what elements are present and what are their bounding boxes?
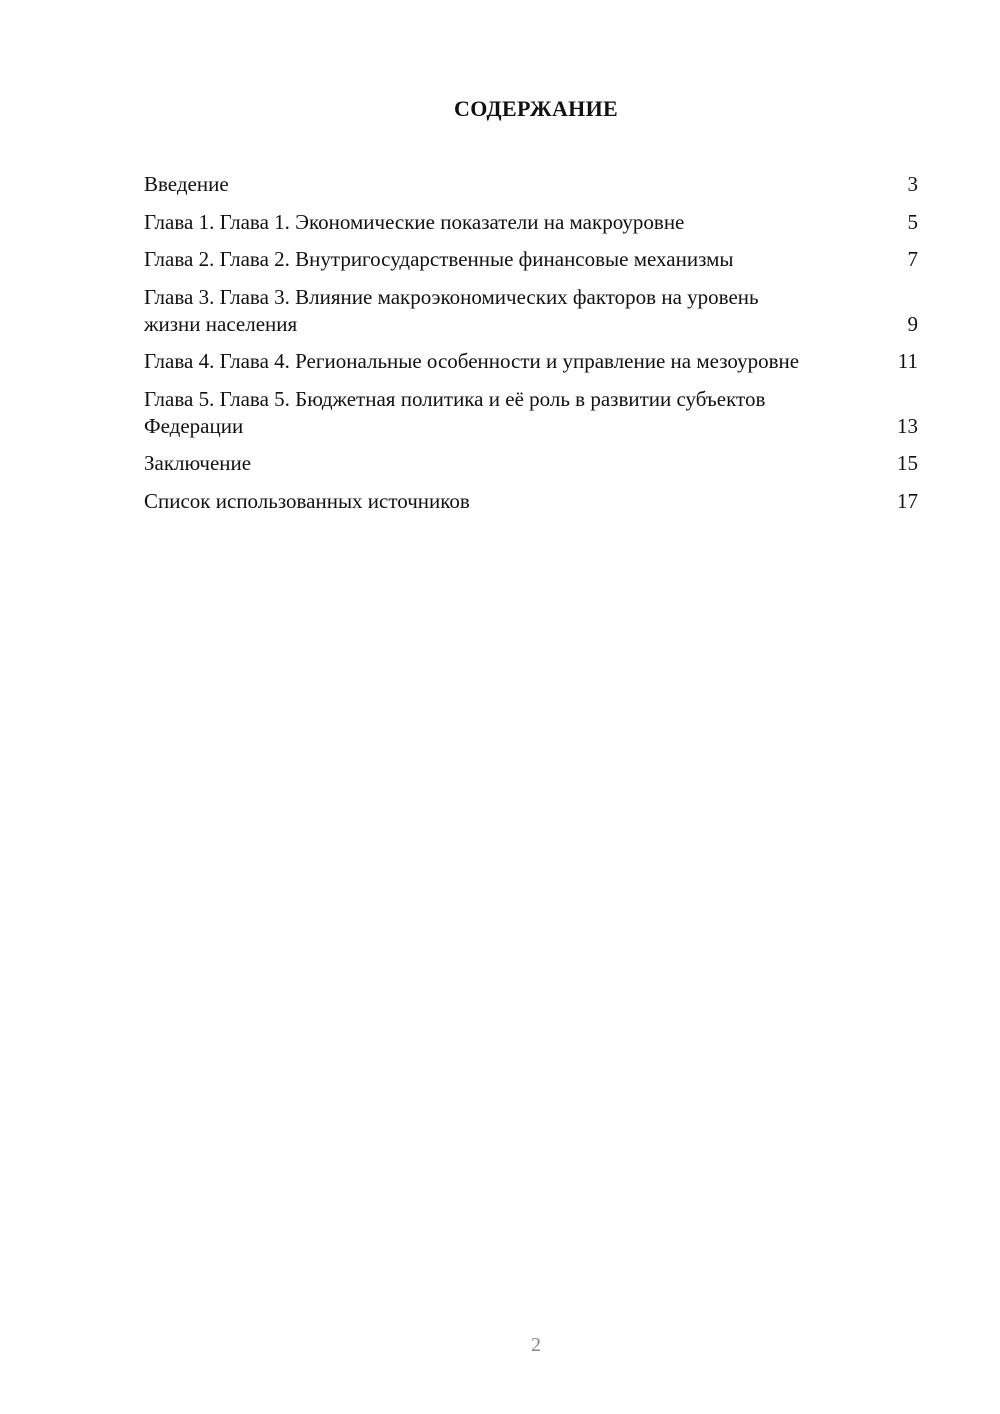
toc-entry-text: Глава 4. Глава 4. Региональные особенности и управление на мезоуровне <box>144 349 800 373</box>
toc-entry-chapter-1 <box>144 209 918 236</box>
toc-entry-chapter-3 <box>144 284 918 338</box>
toc-entry-conclusion <box>144 450 918 477</box>
toc-title: СОДЕРЖАНИЕ <box>454 96 618 121</box>
toc-entry-page: 7 <box>907 247 918 271</box>
toc-entry-text: Глава 3. Глава 3. Влияние макроэкономических факторов на уровень жизни населения <box>144 284 759 336</box>
toc-entry-text: Введение <box>144 172 229 196</box>
toc-entry-text: Глава 5. Глава 5. Бюджетная политика и её роль в развитии субъектов Федерации <box>144 386 766 438</box>
toc-entry-text: Заключение <box>144 451 252 475</box>
toc-entry-page: 15 <box>897 451 918 475</box>
table-of-contents <box>144 171 918 525</box>
toc-entry-page: 17 <box>897 488 918 513</box>
toc-entry-page: 13 <box>897 413 918 438</box>
toc-entry-chapter-2 <box>144 246 918 273</box>
toc-entry-page: 3 <box>907 172 918 196</box>
toc-entry-page: 9 <box>907 311 918 336</box>
toc-entry-chapter-5 <box>144 386 918 440</box>
toc-entry-text: Глава 1. Глава 1. Экономические показатели на макроуровне <box>144 209 685 234</box>
toc-entry-text: Глава 2. Глава 2. Внутригосударственные финансовые механизмы <box>144 247 734 271</box>
toc-entry-chapter-4 <box>144 348 918 375</box>
page-number: 2 <box>531 1334 541 1356</box>
toc-entry-page: 11 <box>897 349 918 373</box>
toc-entry-text: Список использованных источников <box>144 488 470 513</box>
toc-entry-references <box>144 488 918 515</box>
toc-entry-introduction <box>144 171 918 198</box>
toc-entry-page: 5 <box>907 209 918 234</box>
